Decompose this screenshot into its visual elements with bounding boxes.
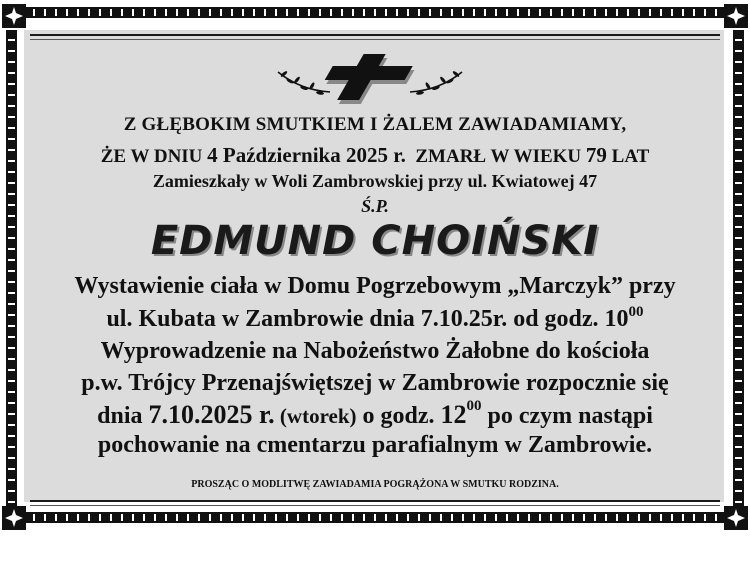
announcement-heading: Z GŁĘBOKIM SMUTKIEM I ŻALEM ZAWIADAMIAMY, (123, 114, 627, 135)
bottom-chain-border (24, 512, 724, 523)
burial-line: pochowanie na cmentarzu parafialnym w Zambrowie. (97, 432, 653, 458)
family-signature: PROSZĄC O MODLITWĘ ZAWIADAMIA POGRĄŻONA W SMUTKU RODZINA. (191, 479, 559, 490)
residence-line: Zamieszkały w Woli Zambrowskiej przy ul. Kwiatowej 47 (152, 171, 598, 191)
funeral-date-suffix: po czym nastąpi (481, 403, 653, 429)
top-double-rule-inner (30, 39, 720, 40)
cross-with-olive-branches-icon (270, 50, 470, 110)
fleur-cross-corner-icon (2, 506, 26, 530)
bottom-double-rule-inner (30, 505, 720, 506)
procession-line-2: p.w. Trójcy Przenajświętszej w Zambrowie rozpocznie się (81, 370, 669, 396)
age: 79 (585, 143, 607, 167)
death-info-line (0, 143, 750, 168)
funeral-time-label: o godz. (356, 403, 441, 429)
death-info-suffix: LAT (606, 146, 650, 167)
death-info-prefix: ŻE W DNIU (100, 146, 208, 167)
procession-line-1: Wyprowadzenie na Nabożeństwo Żałobne do kościoła (100, 338, 650, 364)
funeral-hour: 12 (440, 400, 467, 429)
viewing-time-minutes: 00 (628, 304, 644, 320)
death-date: 4 Października 2025 r. (207, 143, 406, 167)
viewing-line-2 (0, 306, 750, 333)
funeral-date-line (0, 400, 750, 430)
fleur-cross-corner-icon (724, 506, 748, 530)
top-chain-border (24, 7, 724, 18)
death-info-mid: ZMARŁ W WIEKU (405, 146, 586, 167)
funeral-date: 7.10.2025 r. (148, 400, 275, 429)
funeral-minutes: 00 (466, 398, 482, 414)
top-double-rule (30, 34, 720, 36)
fleur-cross-corner-icon (724, 4, 748, 28)
funeral-weekday: (wtorek) (274, 404, 357, 428)
deceased-name: EDMUND CHOIŃSKI (150, 218, 600, 264)
funeral-date-prefix: dnia (97, 403, 149, 429)
viewing-line-1: Wystawienie ciała w Domu Pogrzebowym „Marczyk” przy (74, 273, 676, 299)
viewing-line-2-text: ul. Kubata w Zambrowie dnia 7.10.25r. od godz. 10 (106, 306, 629, 332)
fleur-cross-corner-icon (2, 4, 26, 28)
bottom-double-rule (30, 500, 720, 502)
sp-abbreviation: Ś.P. (361, 196, 389, 216)
